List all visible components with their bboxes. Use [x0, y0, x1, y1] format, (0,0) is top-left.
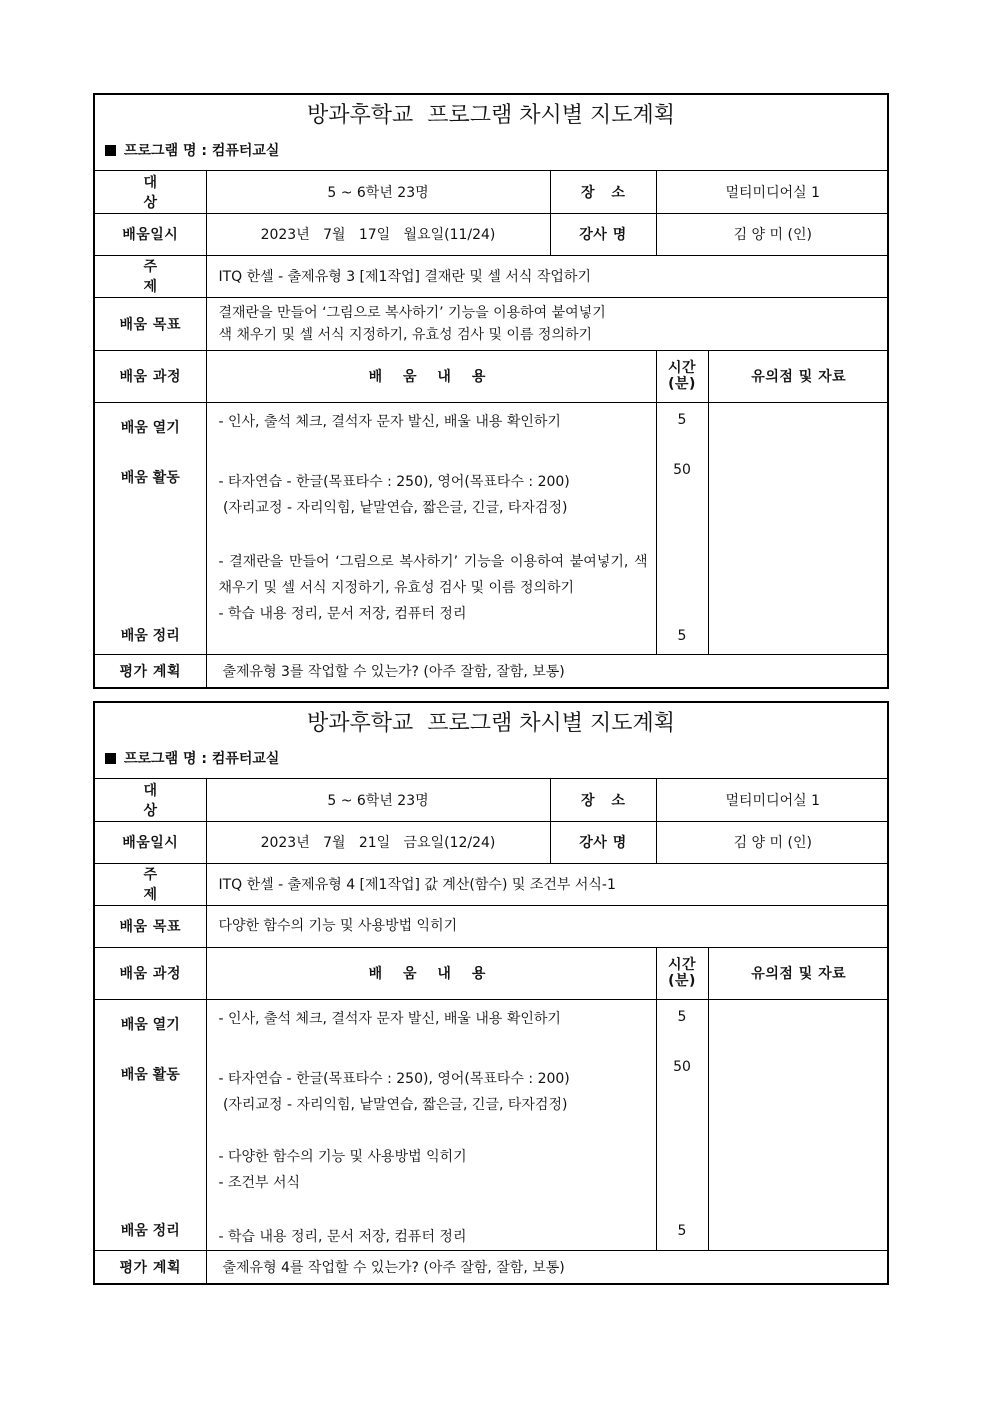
plan-title: 방과후학교 프로그램 차시별 지도계획 — [306, 711, 675, 736]
topic-label: 주 제 — [95, 255, 206, 297]
plan-table — [95, 171, 889, 687]
content-column — [206, 999, 656, 1250]
activity-extra-line: - 조건부 서식 — [218, 1174, 301, 1191]
activity-line: (자리교정 - 자리익힘, 낱말연습, 짧은글, 긴글, 타자검정) — [218, 1096, 568, 1113]
close-text: - 학습 내용 정리, 문서 저장, 컴퓨터 정리 — [218, 605, 467, 622]
notes-column — [708, 999, 889, 1250]
date-value: 2023년 7월 17일 월요일(11/24) — [206, 213, 550, 255]
stage-column — [95, 999, 206, 1250]
activity-extra: - 결재란을 만들어 ‘그림으로 복사하기’ 기능을 이용하여 붙여넣기, 색 채우기 및 셀 서식 지정하기, 유효성 검사 및 이름 정의하기 — [218, 553, 648, 596]
stage-open: 배움 열기 — [120, 419, 180, 436]
lesson-plan-1 — [93, 93, 889, 689]
target-label: 대 상 — [95, 171, 206, 213]
notes-header: 유의점 및 자료 — [708, 350, 889, 402]
place-label: 장 소 — [550, 779, 656, 821]
close-time: 5 — [677, 627, 687, 644]
content-header: 배 움 내 용 — [206, 350, 656, 402]
activity-time: 50 — [673, 461, 691, 478]
open-text: - 인사, 출석 체크, 결석자 문자 발신, 배울 내용 확인하기 — [218, 413, 561, 430]
target-value: 5 ~ 6학년 23명 — [206, 779, 550, 821]
square-bullet-icon — [105, 145, 116, 156]
eval-row — [95, 1250, 889, 1283]
process-header-row — [95, 350, 889, 402]
target-row — [95, 171, 889, 213]
place-label: 장 소 — [550, 171, 656, 213]
open-time: 5 — [677, 1008, 687, 1025]
stage-activity: 배움 활동 — [120, 1066, 180, 1083]
process-header: 배움 과정 — [95, 947, 206, 999]
goal-line: 다양한 함수의 기능 및 사용방법 익히기 — [218, 918, 458, 934]
teacher-value: 김 양 미 (인) — [656, 821, 889, 863]
target-value: 5 ~ 6학년 23명 — [206, 171, 550, 213]
goal-value — [206, 297, 889, 350]
content-header: 배 움 내 용 — [206, 947, 656, 999]
date-label: 배움일시 — [95, 821, 206, 863]
activity-extra-line: - 다양한 함수의 기능 및 사용방법 익히기 — [218, 1148, 467, 1165]
activity-line: - 타자연습 - 한글(목표타수 : 250), 영어(목표타수 : 200) — [218, 1070, 570, 1087]
activity-line: (자리교정 - 자리익힘, 낱말연습, 짧은글, 긴글, 타자검정) — [218, 499, 568, 516]
eval-label: 평가 계획 — [95, 654, 206, 687]
time-column — [656, 402, 708, 654]
time-column — [656, 999, 708, 1250]
stage-open: 배움 열기 — [120, 1016, 180, 1033]
program-name-text: 프로그램 명 : 컴퓨터교실 — [124, 751, 280, 767]
topic-value: ITQ 한셀 - 출제유형 3 [제1작업] 결재란 및 셀 서식 작업하기 — [206, 255, 889, 297]
topic-value: ITQ 한셀 - 출제유형 4 [제1작업] 값 계산(함수) 및 조건부 서식-1 — [206, 863, 889, 905]
lesson-plan-2 — [93, 701, 889, 1285]
topic-row — [95, 255, 889, 297]
topic-label: 주 제 — [95, 863, 206, 905]
target-row — [95, 779, 889, 821]
plan-title: 방과후학교 프로그램 차시별 지도계획 — [306, 103, 675, 128]
time-header: 시간 (분) — [656, 947, 708, 999]
close-text: - 학습 내용 정리, 문서 저장, 컴퓨터 정리 — [218, 1228, 467, 1245]
process-body-row — [95, 402, 889, 654]
place-value: 멀티미디어실 1 — [656, 171, 889, 213]
eval-value: 출제유형 4를 작업할 수 있는가? (아주 잘함, 잘함, 보통) — [206, 1250, 889, 1283]
notes-header: 유의점 및 자료 — [708, 947, 889, 999]
content-column — [206, 402, 656, 654]
topic-row — [95, 863, 889, 905]
plan-table — [95, 779, 889, 1283]
close-time: 5 — [677, 1222, 687, 1239]
open-time: 5 — [677, 411, 687, 428]
goal-row — [95, 297, 889, 350]
place-value: 멀티미디어실 1 — [656, 779, 889, 821]
program-name — [95, 137, 887, 171]
process-header-row — [95, 947, 889, 999]
process-header: 배움 과정 — [95, 350, 206, 402]
goal-row — [95, 905, 889, 947]
teacher-label: 강사 명 — [550, 213, 656, 255]
goal-label: 배움 목표 — [95, 905, 206, 947]
stage-close: 배움 정리 — [120, 1222, 180, 1239]
time-header: 시간 (분) — [656, 350, 708, 402]
stage-column — [95, 402, 206, 654]
activity-time: 50 — [673, 1058, 691, 1075]
stage-activity: 배움 활동 — [120, 469, 180, 486]
eval-row — [95, 654, 889, 687]
eval-value: 출제유형 3를 작업할 수 있는가? (아주 잘함, 잘함, 보통) — [206, 654, 889, 687]
teacher-value: 김 양 미 (인) — [656, 213, 889, 255]
eval-label: 평가 계획 — [95, 1250, 206, 1283]
activity-line: - 타자연습 - 한글(목표타수 : 250), 영어(목표타수 : 200) — [218, 473, 570, 490]
date-row — [95, 821, 889, 863]
open-text: - 인사, 출석 체크, 결석자 문자 발신, 배울 내용 확인하기 — [218, 1010, 561, 1027]
goal-line: 결재란을 만들어 ‘그림으로 복사하기’ 기능을 이용하여 붙여넣기 — [218, 304, 606, 321]
teacher-label: 강사 명 — [550, 821, 656, 863]
process-body-row — [95, 999, 889, 1250]
program-name — [95, 745, 887, 779]
goal-label: 배움 목표 — [95, 297, 206, 350]
square-bullet-icon — [105, 753, 116, 764]
goal-value — [206, 905, 889, 947]
goal-line: 색 채우기 및 셀 서식 지정하기, 유효성 검사 및 이름 정의하기 — [218, 326, 593, 343]
program-name-text: 프로그램 명 : 컴퓨터교실 — [124, 143, 280, 159]
target-label: 대 상 — [95, 779, 206, 821]
stage-close: 배움 정리 — [120, 627, 180, 644]
date-label: 배움일시 — [95, 213, 206, 255]
date-value: 2023년 7월 21일 금요일(12/24) — [206, 821, 550, 863]
notes-column — [708, 402, 889, 654]
date-row — [95, 213, 889, 255]
